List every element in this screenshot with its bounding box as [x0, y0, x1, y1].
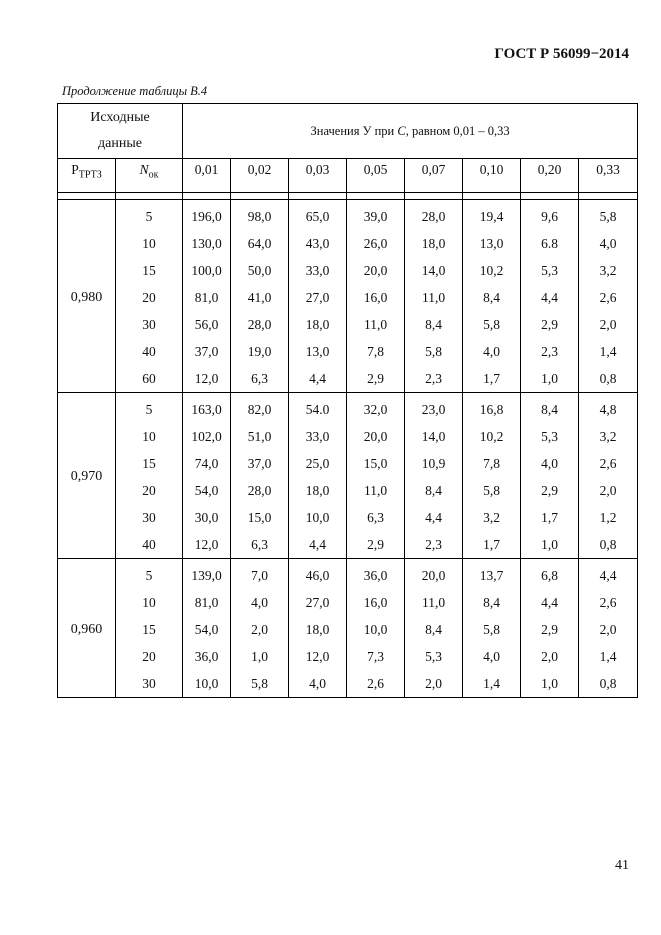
n-value: 5 [145, 209, 153, 224]
table-value: 39,0 [363, 209, 388, 224]
header-source-line-1: Исходные [90, 110, 150, 125]
column-header-p-main: P [71, 162, 79, 177]
table-value: 18,0 [305, 622, 330, 637]
table-value: 9,6 [541, 209, 558, 224]
n-value: 10 [142, 236, 156, 251]
table-group-row [58, 559, 638, 698]
table-value: 1,2 [599, 510, 617, 525]
value-cell [521, 393, 579, 559]
table-value: 41,0 [247, 290, 272, 305]
value-cell [347, 393, 405, 559]
n-value: 15 [142, 456, 156, 471]
table-value: 65,0 [305, 209, 330, 224]
n-value: 40 [142, 344, 156, 359]
value-cell [347, 559, 405, 698]
column-header-c-value: 0,03 [289, 159, 347, 193]
table-value: 2,0 [541, 649, 558, 664]
header-values-text: Значения У при [310, 123, 398, 138]
table-value: 33,0 [305, 429, 330, 444]
table-value: 13,0 [305, 344, 330, 359]
table-value: 1,0 [541, 371, 558, 386]
n-values-cell [116, 393, 183, 559]
table-value: 5,8 [599, 209, 617, 224]
table-value: 28,0 [247, 317, 272, 332]
table-value: 20,0 [363, 263, 388, 278]
table-value: 4,4 [541, 595, 558, 610]
table-value: 10,2 [479, 263, 504, 278]
table-value: 98,0 [247, 209, 272, 224]
table-value: 4,4 [425, 510, 442, 525]
table-value: 1,0 [541, 537, 558, 552]
value-cell [231, 559, 289, 698]
spacer-cell [463, 193, 521, 200]
table-value: 37,0 [194, 344, 219, 359]
table-value: 2,6 [599, 290, 617, 305]
table-value: 2,6 [599, 595, 617, 610]
table-value: 8,4 [425, 483, 442, 498]
column-header-n-main: N [139, 162, 149, 177]
table-group-row [58, 393, 638, 559]
table-value: 4,0 [541, 456, 558, 471]
value-cell [183, 559, 231, 698]
p-value-cell: 0,960 [58, 559, 116, 698]
n-value: 5 [145, 568, 153, 583]
table-group-row [58, 200, 638, 393]
value-cell [289, 200, 347, 393]
value-cell [289, 559, 347, 698]
column-header-c-value: 0,02 [231, 159, 289, 193]
table-value: 11,0 [363, 317, 388, 332]
column-header-n [116, 159, 183, 193]
value-cell [405, 393, 463, 559]
table-value: 11,0 [421, 290, 446, 305]
table-value: 6.8 [541, 236, 558, 251]
table-value: 56,0 [194, 317, 219, 332]
table-caption: Продолжение таблицы В.4 [62, 84, 208, 98]
table-value: 4,0 [251, 595, 268, 610]
table-value: 2,0 [599, 622, 617, 637]
table-value: 20,0 [421, 568, 446, 583]
n-values-cell [116, 559, 183, 698]
table-value: 16,0 [363, 595, 388, 610]
table-value: 20,0 [363, 429, 388, 444]
table-value: 3,2 [599, 263, 617, 278]
table-value: 7,0 [251, 568, 268, 583]
table-value: 14,0 [421, 263, 446, 278]
table-value: 13,0 [479, 236, 504, 251]
table-value: 102,0 [191, 429, 222, 444]
table-value: 82,0 [247, 402, 272, 417]
table-value: 2,9 [541, 483, 558, 498]
table-value: 2,9 [367, 537, 384, 552]
column-header-c-value: 0,05 [347, 159, 405, 193]
spacer-cell [579, 193, 638, 200]
spacer-cell [521, 193, 579, 200]
p-value-cell: 0,980 [58, 200, 116, 393]
spacer-cell [116, 193, 183, 200]
table-value: 5,3 [541, 429, 558, 444]
table-value: 19,0 [247, 344, 272, 359]
n-value: 10 [142, 429, 156, 444]
table-value: 36,0 [194, 649, 219, 664]
table-value: 10,0 [305, 510, 330, 525]
table-value: 16,0 [363, 290, 388, 305]
table-value: 54,0 [194, 483, 219, 498]
value-cell [579, 200, 638, 393]
spacer-cell [58, 193, 116, 200]
table-value: 1,7 [483, 371, 500, 386]
table-value: 81,0 [194, 595, 219, 610]
n-value: 5 [145, 402, 153, 417]
value-cell [347, 200, 405, 393]
table-value: 2,9 [367, 371, 384, 386]
table-value: 4,0 [599, 236, 617, 251]
n-value: 60 [142, 371, 156, 386]
table-value: 11,0 [363, 483, 388, 498]
table-value: 10,9 [421, 456, 446, 471]
table-value: 7,8 [483, 456, 500, 471]
header-values [183, 104, 638, 159]
spacer-cell [405, 193, 463, 200]
table-value: 74,0 [194, 456, 219, 471]
document-standard-number: ГОСТ Р 56099−2014 [494, 46, 629, 62]
table-value: 2,9 [541, 317, 558, 332]
data-table [57, 103, 638, 698]
table-value: 7,8 [367, 344, 384, 359]
table-value: 2,6 [599, 456, 617, 471]
value-cell [183, 200, 231, 393]
table-value: 2,6 [367, 676, 384, 691]
table-value: 81,0 [194, 290, 219, 305]
table-value: 30,0 [194, 510, 219, 525]
table-value: 43,0 [305, 236, 330, 251]
header-values-c: C [397, 123, 406, 138]
table-value: 27,0 [305, 290, 330, 305]
table-value: 32,0 [363, 402, 388, 417]
table-value: 4,0 [483, 344, 500, 359]
table-value: 5,8 [425, 344, 442, 359]
table-value: 15,0 [363, 456, 388, 471]
table-value: 1,7 [541, 510, 558, 525]
n-value: 30 [142, 510, 156, 525]
table-value: 5,8 [483, 622, 500, 637]
table-value: 5,3 [541, 263, 558, 278]
n-value: 20 [142, 483, 156, 498]
value-cell [463, 200, 521, 393]
table-value: 16,8 [479, 402, 504, 417]
table-value: 1,0 [251, 649, 268, 664]
spacer-cell [231, 193, 289, 200]
table-value: 10,0 [194, 676, 219, 691]
table-value: 4,8 [599, 402, 617, 417]
table-value: 18,0 [421, 236, 446, 251]
table-value: 163,0 [191, 402, 222, 417]
header-source-line-2: данные [98, 136, 142, 151]
table-value: 4,4 [309, 537, 326, 552]
table-value: 4,0 [483, 649, 500, 664]
table-value: 5,8 [251, 676, 268, 691]
value-cell [579, 559, 638, 698]
table-value: 12,0 [194, 537, 219, 552]
value-cell [521, 200, 579, 393]
n-value: 10 [142, 595, 156, 610]
table-value: 33,0 [305, 263, 330, 278]
spacer-cell [289, 193, 347, 200]
table-value: 36,0 [363, 568, 388, 583]
table-value: 1,7 [483, 537, 500, 552]
column-header-c-value: 0,33 [579, 159, 638, 193]
value-cell [521, 559, 579, 698]
table-value: 26,0 [363, 236, 388, 251]
table-value: 11,0 [421, 595, 446, 610]
table-value: 0,8 [599, 676, 617, 691]
n-values-cell [116, 200, 183, 393]
value-cell [463, 559, 521, 698]
n-value: 15 [142, 622, 156, 637]
spacer-cell [183, 193, 231, 200]
p-value-cell: 0,970 [58, 393, 116, 559]
value-cell [463, 393, 521, 559]
table-value: 139,0 [191, 568, 222, 583]
table-value: 2,0 [251, 622, 268, 637]
n-value: 30 [142, 317, 156, 332]
value-cell [405, 200, 463, 393]
table-value: 8,4 [483, 595, 500, 610]
value-cell [183, 393, 231, 559]
column-header-c-value: 0,10 [463, 159, 521, 193]
table-value: 3,2 [599, 429, 617, 444]
column-header-n-sub: ок [148, 169, 159, 181]
spacer-cell [347, 193, 405, 200]
value-cell [231, 200, 289, 393]
column-header-p [58, 159, 116, 193]
table-value: 27,0 [305, 595, 330, 610]
table-value: 8,4 [425, 317, 442, 332]
table-value: 1,4 [483, 676, 500, 691]
table-value: 2,3 [541, 344, 558, 359]
table-value: 1,4 [599, 649, 617, 664]
table-value: 15,0 [247, 510, 272, 525]
table-value: 0,8 [599, 371, 617, 386]
table-value: 6,3 [251, 537, 268, 552]
page-number: 41 [615, 858, 629, 873]
table-value: 3,2 [483, 510, 500, 525]
table-value: 5,3 [425, 649, 442, 664]
table-value: 8,4 [425, 622, 442, 637]
table-value: 4,4 [599, 568, 617, 583]
table-value: 28,0 [421, 209, 446, 224]
n-value: 30 [142, 676, 156, 691]
table-value: 64,0 [247, 236, 272, 251]
table-value: 2,3 [425, 537, 442, 552]
table-value: 10,0 [363, 622, 388, 637]
table-value: 10,2 [479, 429, 504, 444]
table-value: 19,4 [479, 209, 504, 224]
table-value: 5,8 [483, 483, 500, 498]
table-value: 196,0 [191, 209, 222, 224]
table-value: 8,4 [483, 290, 500, 305]
table-value: 1,4 [599, 344, 617, 359]
column-header-c-value: 0,07 [405, 159, 463, 193]
value-cell [579, 393, 638, 559]
n-value: 15 [142, 263, 156, 278]
header-source-data [58, 104, 183, 159]
table-value: 14,0 [421, 429, 446, 444]
table-value: 2,9 [541, 622, 558, 637]
column-header-c-value: 0,01 [183, 159, 231, 193]
table-value: 54,0 [194, 622, 219, 637]
table-value: 6,3 [251, 371, 268, 386]
table-value: 2,0 [599, 483, 617, 498]
table-value: 2,0 [425, 676, 442, 691]
table-value: 28,0 [247, 483, 272, 498]
table-value: 5,8 [483, 317, 500, 332]
table-value: 100,0 [191, 263, 222, 278]
table-value: 54.0 [305, 402, 330, 417]
value-cell [289, 393, 347, 559]
table-value: 2,3 [425, 371, 442, 386]
table-value: 12,0 [194, 371, 219, 386]
table-value: 4,4 [309, 371, 326, 386]
value-cell [231, 393, 289, 559]
table-value: 6,8 [541, 568, 558, 583]
table-value: 2,0 [599, 317, 617, 332]
table-value: 4,4 [541, 290, 558, 305]
n-value: 20 [142, 290, 156, 305]
column-header-p-sub: ТРТЗ [78, 169, 102, 181]
table-value: 130,0 [191, 236, 222, 251]
table-value: 4,0 [309, 676, 326, 691]
table-value: 13,7 [479, 568, 504, 583]
header-values-rest: , равном 0,01 – 0,33 [405, 123, 510, 138]
table-value: 51,0 [247, 429, 272, 444]
table-value: 7,3 [367, 649, 384, 664]
table-value: 6,3 [367, 510, 384, 525]
n-value: 20 [142, 649, 156, 664]
column-header-c-value: 0,20 [521, 159, 579, 193]
table-value: 37,0 [247, 456, 272, 471]
table-value: 23,0 [421, 402, 446, 417]
table-value: 50,0 [247, 263, 272, 278]
table-value: 0,8 [599, 537, 617, 552]
table-value: 12,0 [305, 649, 330, 664]
table-value: 46,0 [305, 568, 330, 583]
table-value: 1,0 [541, 676, 558, 691]
table-value: 25,0 [305, 456, 330, 471]
value-cell [405, 559, 463, 698]
table-value: 8,4 [541, 402, 558, 417]
n-value: 40 [142, 537, 156, 552]
table-value: 18,0 [305, 317, 330, 332]
table-value: 18,0 [305, 483, 330, 498]
